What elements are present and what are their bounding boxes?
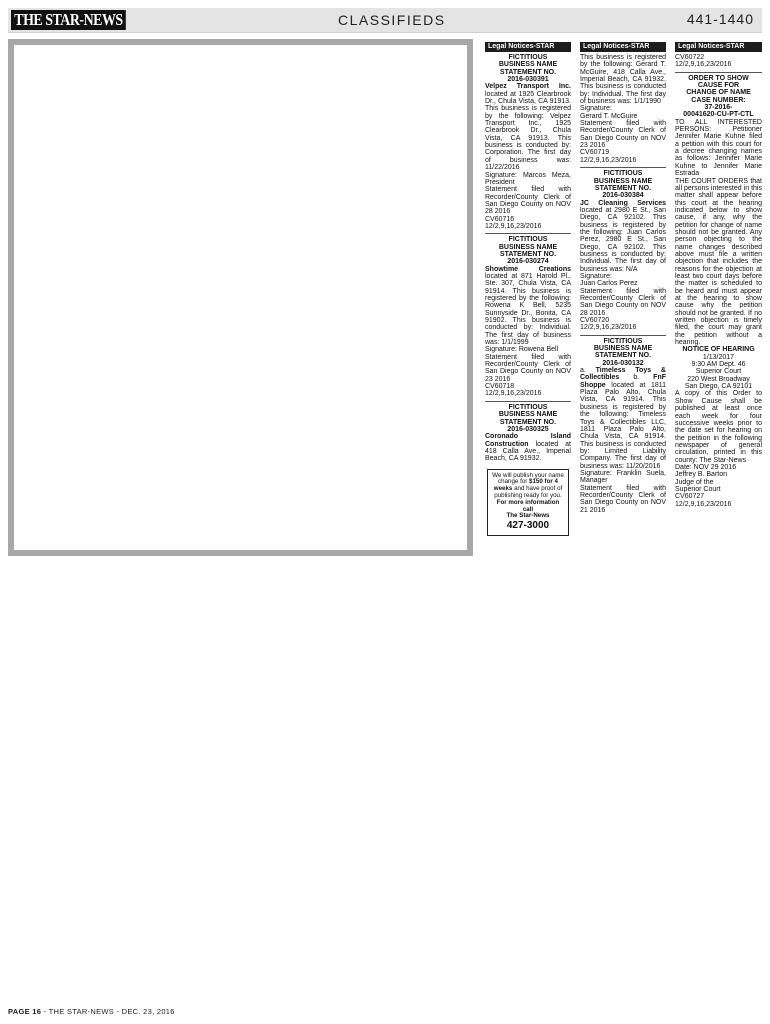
page-number: PAGE 16 [8,1007,42,1016]
column-header: Legal Notices-STAR [485,42,571,52]
notice-signature: Signature: Marcos Meza, President [485,171,571,186]
notice-title-line: FICTITIOUS [508,403,548,411]
notice-title-line: BUSINESS NAME [593,177,653,185]
hearing-line: Superior Court [695,368,742,376]
notice-body [580,200,666,273]
divider [675,72,762,73]
ad-space-frame [8,39,473,556]
promo-info: For more information call [496,498,560,513]
notice-showtime [485,236,571,398]
notice-filed: Statement filed with Recorder/County Clerk of San Diego County on NOV 28 2016 [485,186,571,216]
business-name: Coronado Island Construction [485,433,571,448]
order-title-line: ORDER TO SHOW [688,74,749,82]
order-paragraph: A copy of this Order to Show Cause shall be published at least once each week for four successive weeks prior to the date set for hearing on the petition in the following newspaper of general circulation, printed in this county: The Star-News [675,390,762,464]
notice-title-line: BUSINESS NAME [593,345,653,353]
section-range: 441-1440 [686,11,754,27]
notice-title-line: BUSINESS NAME [498,411,558,419]
order-paragraph: TO ALL INTERESTED PERSONS: Petitioner Jennifer Marie Kuhne filed a petition with this court for a decree changing names as follows: Jennifer Marie Kuhne to Jennifer Marie Estrada [675,118,762,178]
business-name: Timeless Toys & Collectibles [580,367,666,382]
column-header: Legal Notices-STAR [675,42,762,52]
section-title: CLASSIFIEDS [338,12,446,28]
legal-notices-column-1 [485,42,571,536]
notice-dates: 12/2,9,16,23/2016 [675,61,732,69]
notice-signature: Signature: Rowena Bell [485,346,559,354]
order-paragraph: THE COURT ORDERS that all persons interested in this matter shall appear before this court at the hearing indicated below to show cause, if any, why the petition for change of name should not be granted. Any person objecting to the name changes described above must file a written objection that includes the reasons for the objection at least two court days before the matter is scheduled to be heard and must appear at the hearing to show cause why the petition should not be granted. If no written objection is timely filed, the court may grant the petition without a hearing. [675,177,762,347]
notice-filed: Statement filed with Recorder/County Clerk of San Diego County on NOV 21 2016 [580,484,666,514]
notice-number: 2016-030132 [602,359,644,367]
notice-cv: CV60716 [485,215,515,223]
notice-text: located at 871 Harold Pl., Ste. 307, Chula Vista, CA 91914. This business is registered by the following: Rowena K Bell, 5235 Sunnyside Dr., Bonita, CA 91902. This business is conducted by: Individual. The first day of business was: 1/1/1999 [485,272,571,347]
notice-number: 2016-030274 [507,258,549,266]
notice-title-line: FICTITIOUS [508,236,548,244]
notice-timeless-toys [580,338,666,514]
notice-dates: 12/2,9,16,23/2016 [485,390,542,398]
masthead [8,8,762,33]
divider [485,401,571,402]
notice-dates: 12/2,9,16,23/2016 [675,500,732,508]
notice-text: located at 2980 E St., San Diego, CA 92102. This business is registered by the following: Juan Carlos Perez, 2980 E St., San Diego, CA 92102. This business is conducted by: Individual. The first day of business was: N/A [580,206,666,273]
notice-dates: 12/2,9,16,23/2016 [580,156,637,164]
promo-paper: The Star-News [506,512,550,520]
notice-body [485,266,571,347]
case-number: 37-2016- [704,104,733,112]
hearing-title: NOTICE OF HEARING [682,346,755,354]
notice-signature-name: Juan Carlos Perez [580,280,638,288]
notice-velpez [485,54,571,230]
notice-title-line: FICTITIOUS [603,170,643,178]
notice-title-line: BUSINESS NAME [498,61,558,69]
notice-title-line: FICTITIOUS [508,54,548,61]
notice-title-line: BUSINESS NAME [498,243,558,251]
order-title-line: CHANGE OF NAME [686,89,751,97]
divider [580,167,666,168]
promo-text: We will publish your name change for $150 for 4 weeks and have proof of publishing ready for you. [492,471,564,499]
notice-coronado [485,404,571,463]
divider [580,335,666,336]
business-name: Showtime Creations [485,265,571,273]
notice-title-line: STATEMENT NO. [499,418,557,426]
notice-number: 2016-030384 [602,192,644,200]
business-name: Velpez Transport Inc. [485,83,571,91]
notice-title-line: STATEMENT NO. [594,184,652,192]
notice-text: located at 1811 Plaza Palo Alto, Chula Vista, CA 91914. This business is registered by the following: Timeless Toys & Collectibles LLC, 1811 Plaza Palo Alto, Chula Vista, CA 91914. This business is conducted by: Limited Liability Company. The first day of business was: 11/20/2016 [580,381,666,470]
hearing-line: 1/13/2017 [702,353,735,361]
notice-cv: CV60720 [580,317,610,325]
order-title-line: CAUSE FOR [697,82,740,90]
notice-cv: CV60727 [675,493,705,501]
legal-notices-column-3 [675,42,762,508]
footer-text: - THE STAR-NEWS - DEC. 23, 2016 [41,1007,175,1016]
notice-text: This business is registered by the following: Gerard T. McGuire, 418 Calla Ave., Imperial Beach, CA 91932. This business is conducted by: Individual. The first day of business was: 1/1/1990 [580,54,666,106]
notice-cv: CV60718 [485,383,515,391]
notice-body: a. Timeless Toys & Collectibles b. FnF Shoppe located at 1811 Plaza Palo Alto, Chula Vista, CA 91914. This business is registered by the following: Timeless Toys & Collectibles LLC, 1811 Plaza Palo Alto, Chula Vista, CA 91914. This business is conducted by: Limited Liability Company. The first day of business was: 11/20/2016 [580,367,666,470]
notice-filed: Statement filed with Recorder/County Clerk of San Diego County on NOV 23 2016 [580,120,666,150]
notice-number: 2016-030325 [507,425,549,433]
notice-body [485,83,571,171]
column-header: Legal Notices-STAR [580,42,666,52]
notice-filed: Statement filed with Recorder/County Clerk of San Diego County on NOV 23 2016 [485,353,571,383]
notice-title-line: STATEMENT NO. [594,352,652,360]
notice-title-line: STATEMENT NO. [499,68,557,76]
notice-text: located at 1925 Clearbrook Dr., Chula Vista, CA 91913. This business is registered by the following: Velpez Transport Inc., 1925 Clearbrook Dr., Chula Vista, CA 91913. This business is conducted by: Corporation. The first day of business was: 11/22/2016 [485,90,571,172]
promo-phone-number: 427-3000 [506,520,550,532]
notice-signature-label: Signature: [580,105,612,113]
order-title-line: CASE NUMBER: [691,96,746,104]
name-change-promo-box [487,469,569,537]
business-name: FnF Shoppe [580,374,666,389]
notice-cv: CV60722 [675,54,705,61]
notice-signature-label: Signature: [580,272,612,280]
case-number: 00041620-CU-PT-CTL [683,111,754,119]
notice-filed: Statement filed with Recorder/County Clerk of San Diego County on NOV 28 2016 [580,287,666,317]
court-name: Superior Court [675,485,721,493]
business-name: JC Cleaning Services [580,199,666,207]
newspaper-logo: THE STAR-NEWS [11,10,126,30]
page-footer [8,1007,175,1016]
notice-number: 2016-030391 [507,76,549,84]
order-date: Date: NOV 29 2016 [675,463,737,471]
notice-title-line: STATEMENT NO. [499,250,557,258]
notice-title-line: FICTITIOUS [603,337,643,345]
divider [485,233,571,234]
notice-coronado-continued [580,54,666,164]
hearing-line: 9:30 AM Dept. 46 [691,361,746,369]
notice-jc-cleaning [580,170,666,332]
notice-cv: CV60719 [580,149,610,157]
notice-text: located at 418 Calla Ave., Imperial Beach, CA 91932. [485,440,571,463]
notice-signature: Signature: Franklin Suela, Manager [580,469,666,485]
notice-order-to-show-cause [675,75,762,508]
notice-signature-name: Gerard T. McGuire [580,112,638,120]
hearing-line: San Diego, CA 92101 [684,383,753,391]
hearing-line: 220 West Broadway [687,375,750,383]
legal-notices-column-2 [580,42,666,514]
judge-title: Judge of the [675,478,714,486]
notice-dates: 12/2,9,16,23/2016 [485,222,542,230]
judge-name: Jeffrey B. Barton [675,471,728,479]
notice-dates: 12/2,9,16,23/2016 [580,324,637,332]
notice-body [485,433,571,462]
